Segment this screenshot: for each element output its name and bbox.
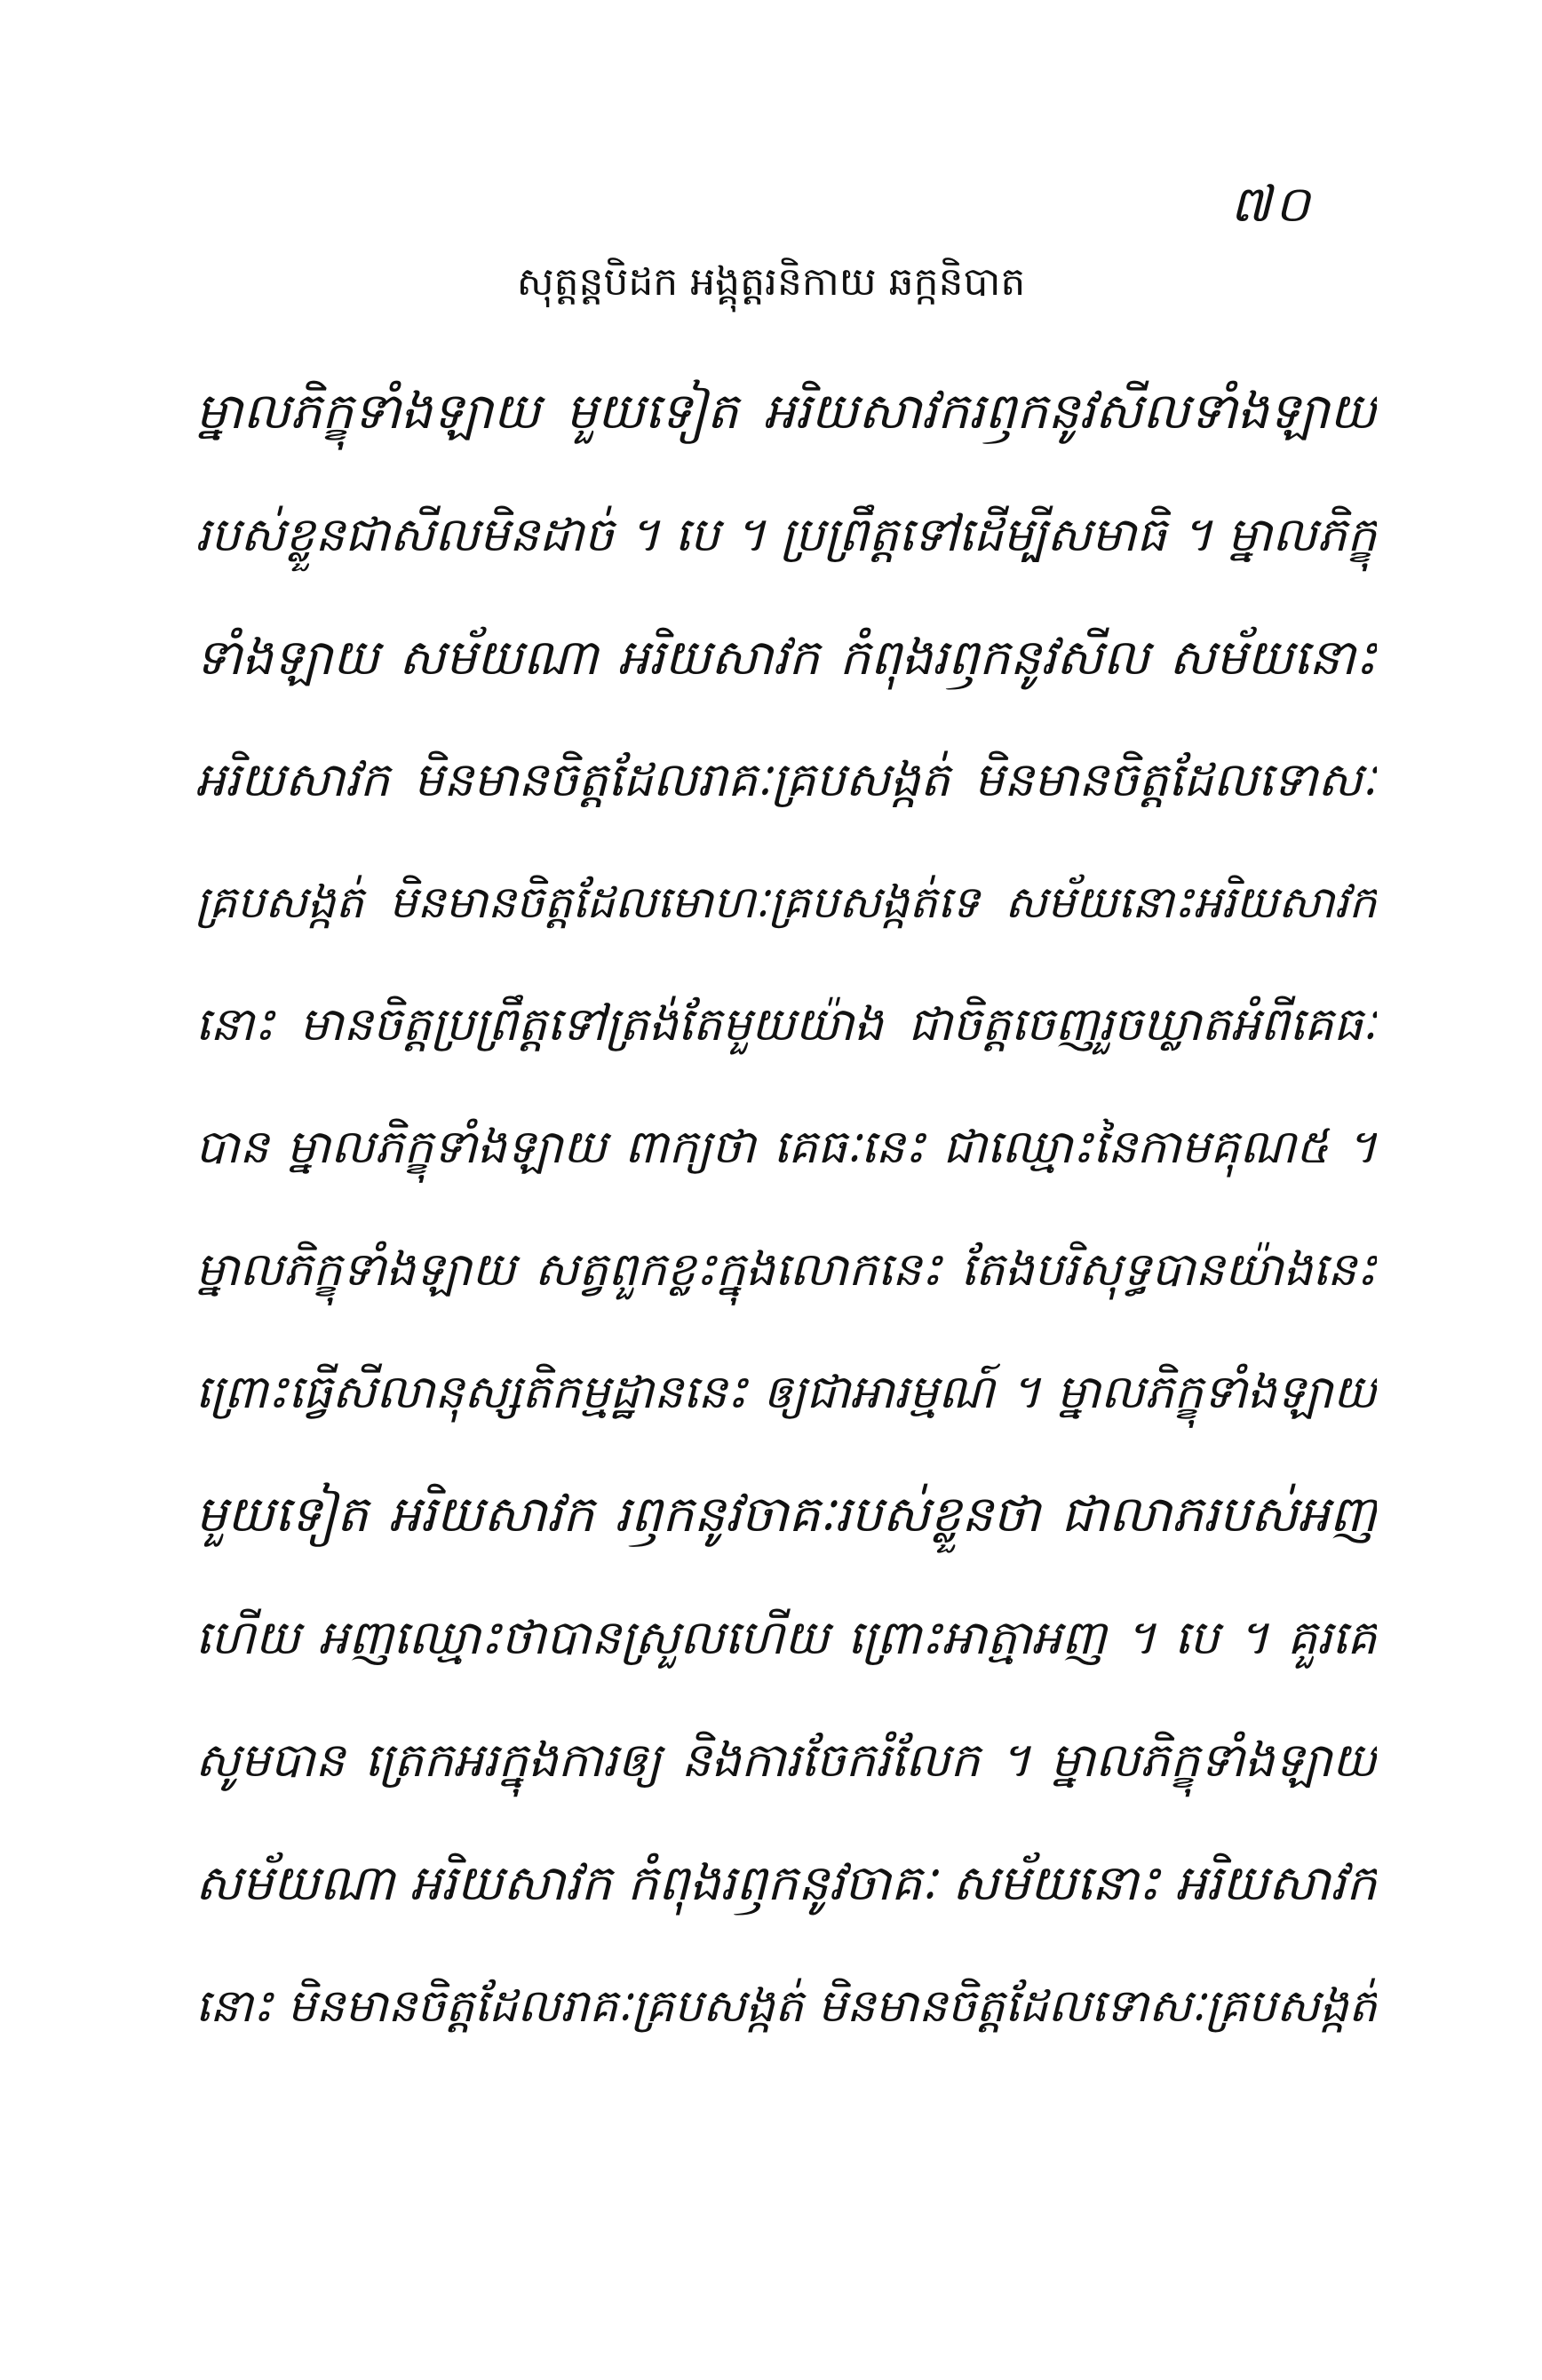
text-line: នោះ មិនមានចិត្តដែលរាគៈគ្របសង្កត់ មិនមានចិត្តដែលទោសៈគ្របសង្កត់ bbox=[195, 1979, 1377, 2033]
text-line: នោះ មានចិត្តប្រព្រឹត្តទៅត្រង់តែមួយយ៉ាង ជាចិត្តចេញរួចឃ្លាតអំពីគេធៈ bbox=[195, 998, 1377, 1051]
text-line: សូមបាន ត្រេកអរក្នុងការឲ្យ និងការចែករំលែក ។ ម្នាលភិក្ខុទាំងឡាយ bbox=[195, 1733, 1377, 1788]
page-number: ៧០ bbox=[1230, 176, 1314, 234]
body-text bbox=[195, 355, 1377, 2071]
text-line: បាន ម្នាលភិក្ខុទាំងឡាយ ពាក្យថា គេធៈនេះ ជាឈ្មោះនៃកាមគុណ៥ ។ bbox=[195, 1121, 1377, 1174]
text-line: ហើយ អញឈ្មោះថាបានស្រួលហើយ ព្រោះអាត្មាអញ ។ បេ ។ គួរគេ bbox=[195, 1611, 1377, 1665]
text-line: ម្នាលភិក្ខុទាំងឡាយ មួយទៀត អរិយសាវករឭកនូវសីលទាំងឡាយ bbox=[195, 383, 1377, 440]
running-header: សុត្តន្តបិដក អង្គុត្តរនិកាយ ឆក្កនិបាត bbox=[516, 259, 1026, 305]
text-line: សម័យណា អរិយសាវក កំពុងរឭកនូវចាគៈ សម័យនោះ អរិយសាវក bbox=[195, 1853, 1377, 1911]
text-line: គ្របសង្កត់ មិនមានចិត្តដែលមោហៈគ្របសង្កត់ទេ សម័យនោះអរិយសាវក bbox=[195, 876, 1377, 928]
text-line: ព្រោះធ្វើសីលានុស្សតិកម្មដ្ឋាននេះ ឲ្យជាអារម្មណ៍ ។ ម្នាលភិក្ខុទាំងឡាយ bbox=[195, 1366, 1377, 1419]
text-line: ទាំងឡាយ សម័យណា អរិយសាវក កំពុងរឭកនូវសីល សម័យនោះ bbox=[195, 628, 1377, 686]
text-line: មួយទៀត អរិយសាវក រឭកនូវចាគៈរបស់ខ្លួនថា ជាលាភរបស់អញ bbox=[195, 1486, 1377, 1543]
text-line: អរិយសាវក មិនមានចិត្តដែលរាគៈគ្របសង្កត់ មិនមានចិត្តដែលទោសៈ bbox=[195, 753, 1377, 807]
text-line: ម្នាលភិក្ខុទាំងឡាយ សត្វពួកខ្លះក្នុងលោកនេះ តែងបរិសុទ្ធបានយ៉ាងនេះ bbox=[195, 1243, 1377, 1297]
text-line: របស់ខ្លួនជាសីលមិនដាច់ ។ បេ ។ ប្រព្រឹត្តទៅដើម្បីសមាធិ ។ ម្នាលភិក្ខុ bbox=[195, 508, 1377, 562]
